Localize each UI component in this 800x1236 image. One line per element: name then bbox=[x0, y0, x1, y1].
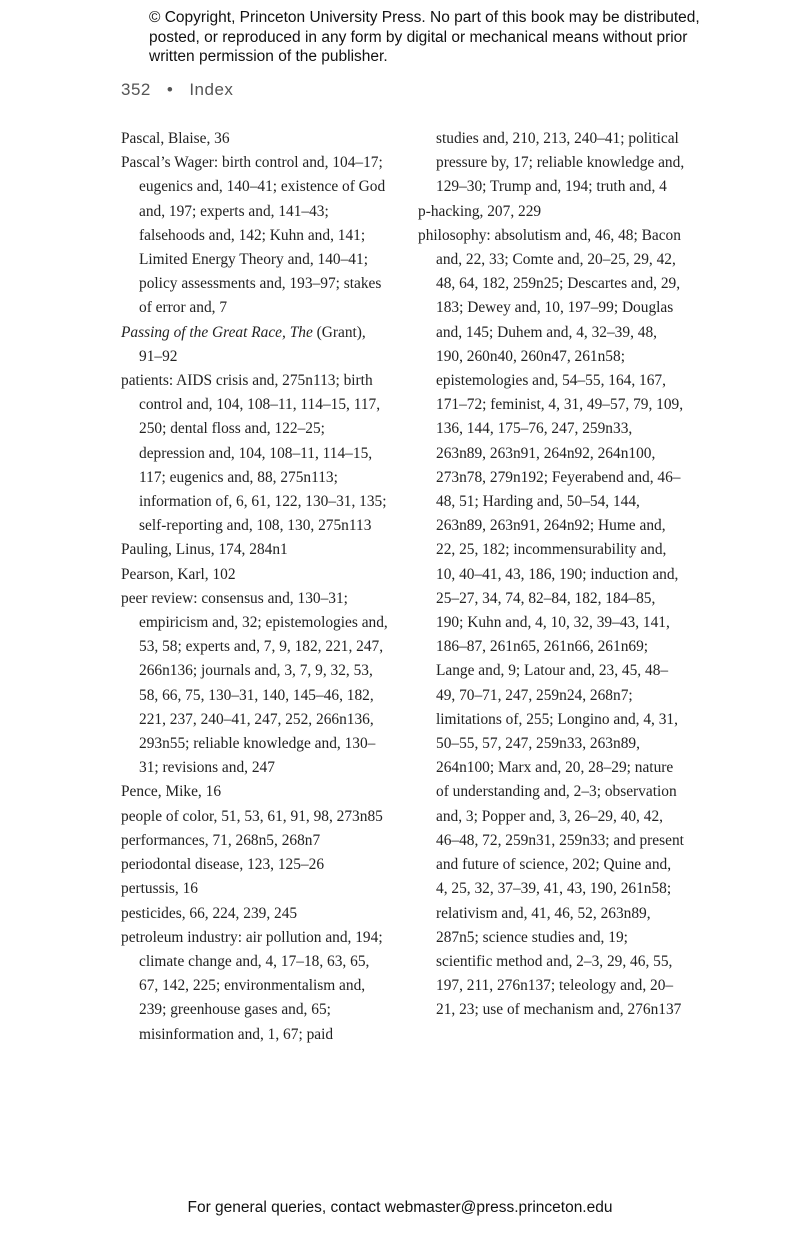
section-title: Index bbox=[189, 80, 234, 99]
index-entry: pertussis, 16 bbox=[121, 880, 198, 898]
page-number: 352 bbox=[121, 80, 151, 99]
index-entry: performances, 71, 268n5, 268n7 bbox=[121, 831, 321, 849]
index-column-left bbox=[121, 127, 389, 1047]
index-entry: pesticides, 66, 224, 239, 245 bbox=[121, 904, 298, 922]
index-entry: p-hacking, 207, 229 bbox=[418, 202, 542, 220]
index-entry: Pence, Mike, 16 bbox=[121, 783, 222, 801]
index-entry: people of color, 51, 53, 61, 91, 98, 273n85 bbox=[121, 807, 383, 825]
index-entry: periodontal disease, 123, 125–26 bbox=[121, 856, 325, 874]
index-entry-passing bbox=[121, 321, 389, 369]
running-head bbox=[121, 80, 233, 100]
index-entry: patients: AIDS crisis and, 275n113; birth control and, 104, 108–11, 114–15, 117, 250; dental floss and, 122–25; depression and, 104, 108–11, 114–15, 117; eugenics and, 88, 275n113; information of, 6, 61, 122, 130–31, 135; self-reporting and, 108, 130, 275n113 bbox=[121, 372, 387, 535]
index-column-right bbox=[418, 127, 686, 1023]
index-entry: Pauling, Linus, 174, 284n1 bbox=[121, 541, 288, 559]
index-entry-locators: (Grant), 91–92 bbox=[139, 323, 366, 365]
index-entry-continuation: studies and, 210, 213, 240–41; political pressure by, 17; reliable knowledge and, 129–30; Trump and, 194; truth and, 4 bbox=[436, 130, 685, 196]
index-entry: Pascal’s Wager: birth control and, 104–17; eugenics and, 140–41; existence of God and, 197; experts and, 141–43; falsehoods and, 142; Kuhn and, 141; Limited Energy Theory and, 140–41; policy assessments and, 193–97; stakes of error and, 7 bbox=[121, 154, 386, 317]
footer-contact: For general queries, contact webmaster@press.princeton.edu bbox=[187, 1199, 613, 1216]
index-entry: petroleum industry: air pollution and, 194; climate change and, 4, 17–18, 63, 65, 67, 142, 225; environmentalism and, 239; greenhouse gases and, 65; misinformation and, 1, 67; paid bbox=[121, 928, 383, 1043]
index-entry: peer review: consensus and, 130–31; empiricism and, 32; epistemologies and, 53, 58; experts and, 7, 9, 182, 221, 247, 266n136; journals and, 3, 7, 9, 32, 53, 58, 66, 75, 130–31, 140, 145–46, 182, 221, 237, 240–41, 247, 252, 266n136, 293n55; reliable knowledge and, 130–31; revisions and, 247 bbox=[121, 589, 388, 777]
copyright-notice: © Copyright, Princeton University Press. No part of this book may be distributed, posted, or reproduced in any form by digital or mechanical means without prior written permission of the publisher. bbox=[149, 9, 700, 65]
index-entry: Pascal, Blaise, 36 bbox=[121, 130, 230, 147]
separator-bullet: • bbox=[166, 80, 174, 99]
index-entry: Pearson, Karl, 102 bbox=[121, 565, 236, 583]
index-entry: philosophy: absolutism and, 46, 48; Bacon and, 22, 33; Comte and, 20–25, 29, 42, 48, 64, 182, 259n25; Descartes and, 29, 183; Dewey and, 10, 197–99; Douglas and, 145; Duhem and, 4, 32–39, 48, 190, 260n40, 260n47, 261n58; epistemologies and, 54–55, 164, 167, 171–72; feminist, 4, 31, 49–57, 79, 109, 136, 144, 175–76, 247, 259n33, 263n89, 263n91, 264n92, 264n100, 273n78, 279n192; Feyerabend and, 46–48, 51; Harding and, 50–54, 144, 263n89, 263n91, 264n92; Hume and, 22, 25, 182; incommensurability and, 10, 40–41, 43, 186, 190; induction and, 25–27, 34, 74, 82–84, 182, 184–85, 190; Kuhn and, 4, 10, 32, 39–43, 141, 186–87, 261n65, 261n66, 261n69; Lange and, 9; Latour and, 23, 45, 48–49, 70–71, 247, 259n24, 268n7; limitations of, 255; Longino and, 4, 31, 50–55, 57, 247, 259n33, 263n89, 264n100; Marx and, 20, 28–29; nature of understanding and, 2–3; observation and, 3; Popper and, 3, 26–29, 40, 42, 46–48, 72, 259n31, 259n33; and present and future of science, 202; Quine and, 4, 25, 32, 37–39, 41, 43, 190, 261n58; relativism and, 41, 46, 52, 263n89, 287n5; science studies and, 19; scientific method and, 2–3, 29, 46, 55, 197, 211, 276n137; teleology and, 20–21, 23; use of mechanism and, 276n137 bbox=[418, 226, 684, 1019]
book-title: Passing of the Great Race, The bbox=[121, 323, 313, 341]
